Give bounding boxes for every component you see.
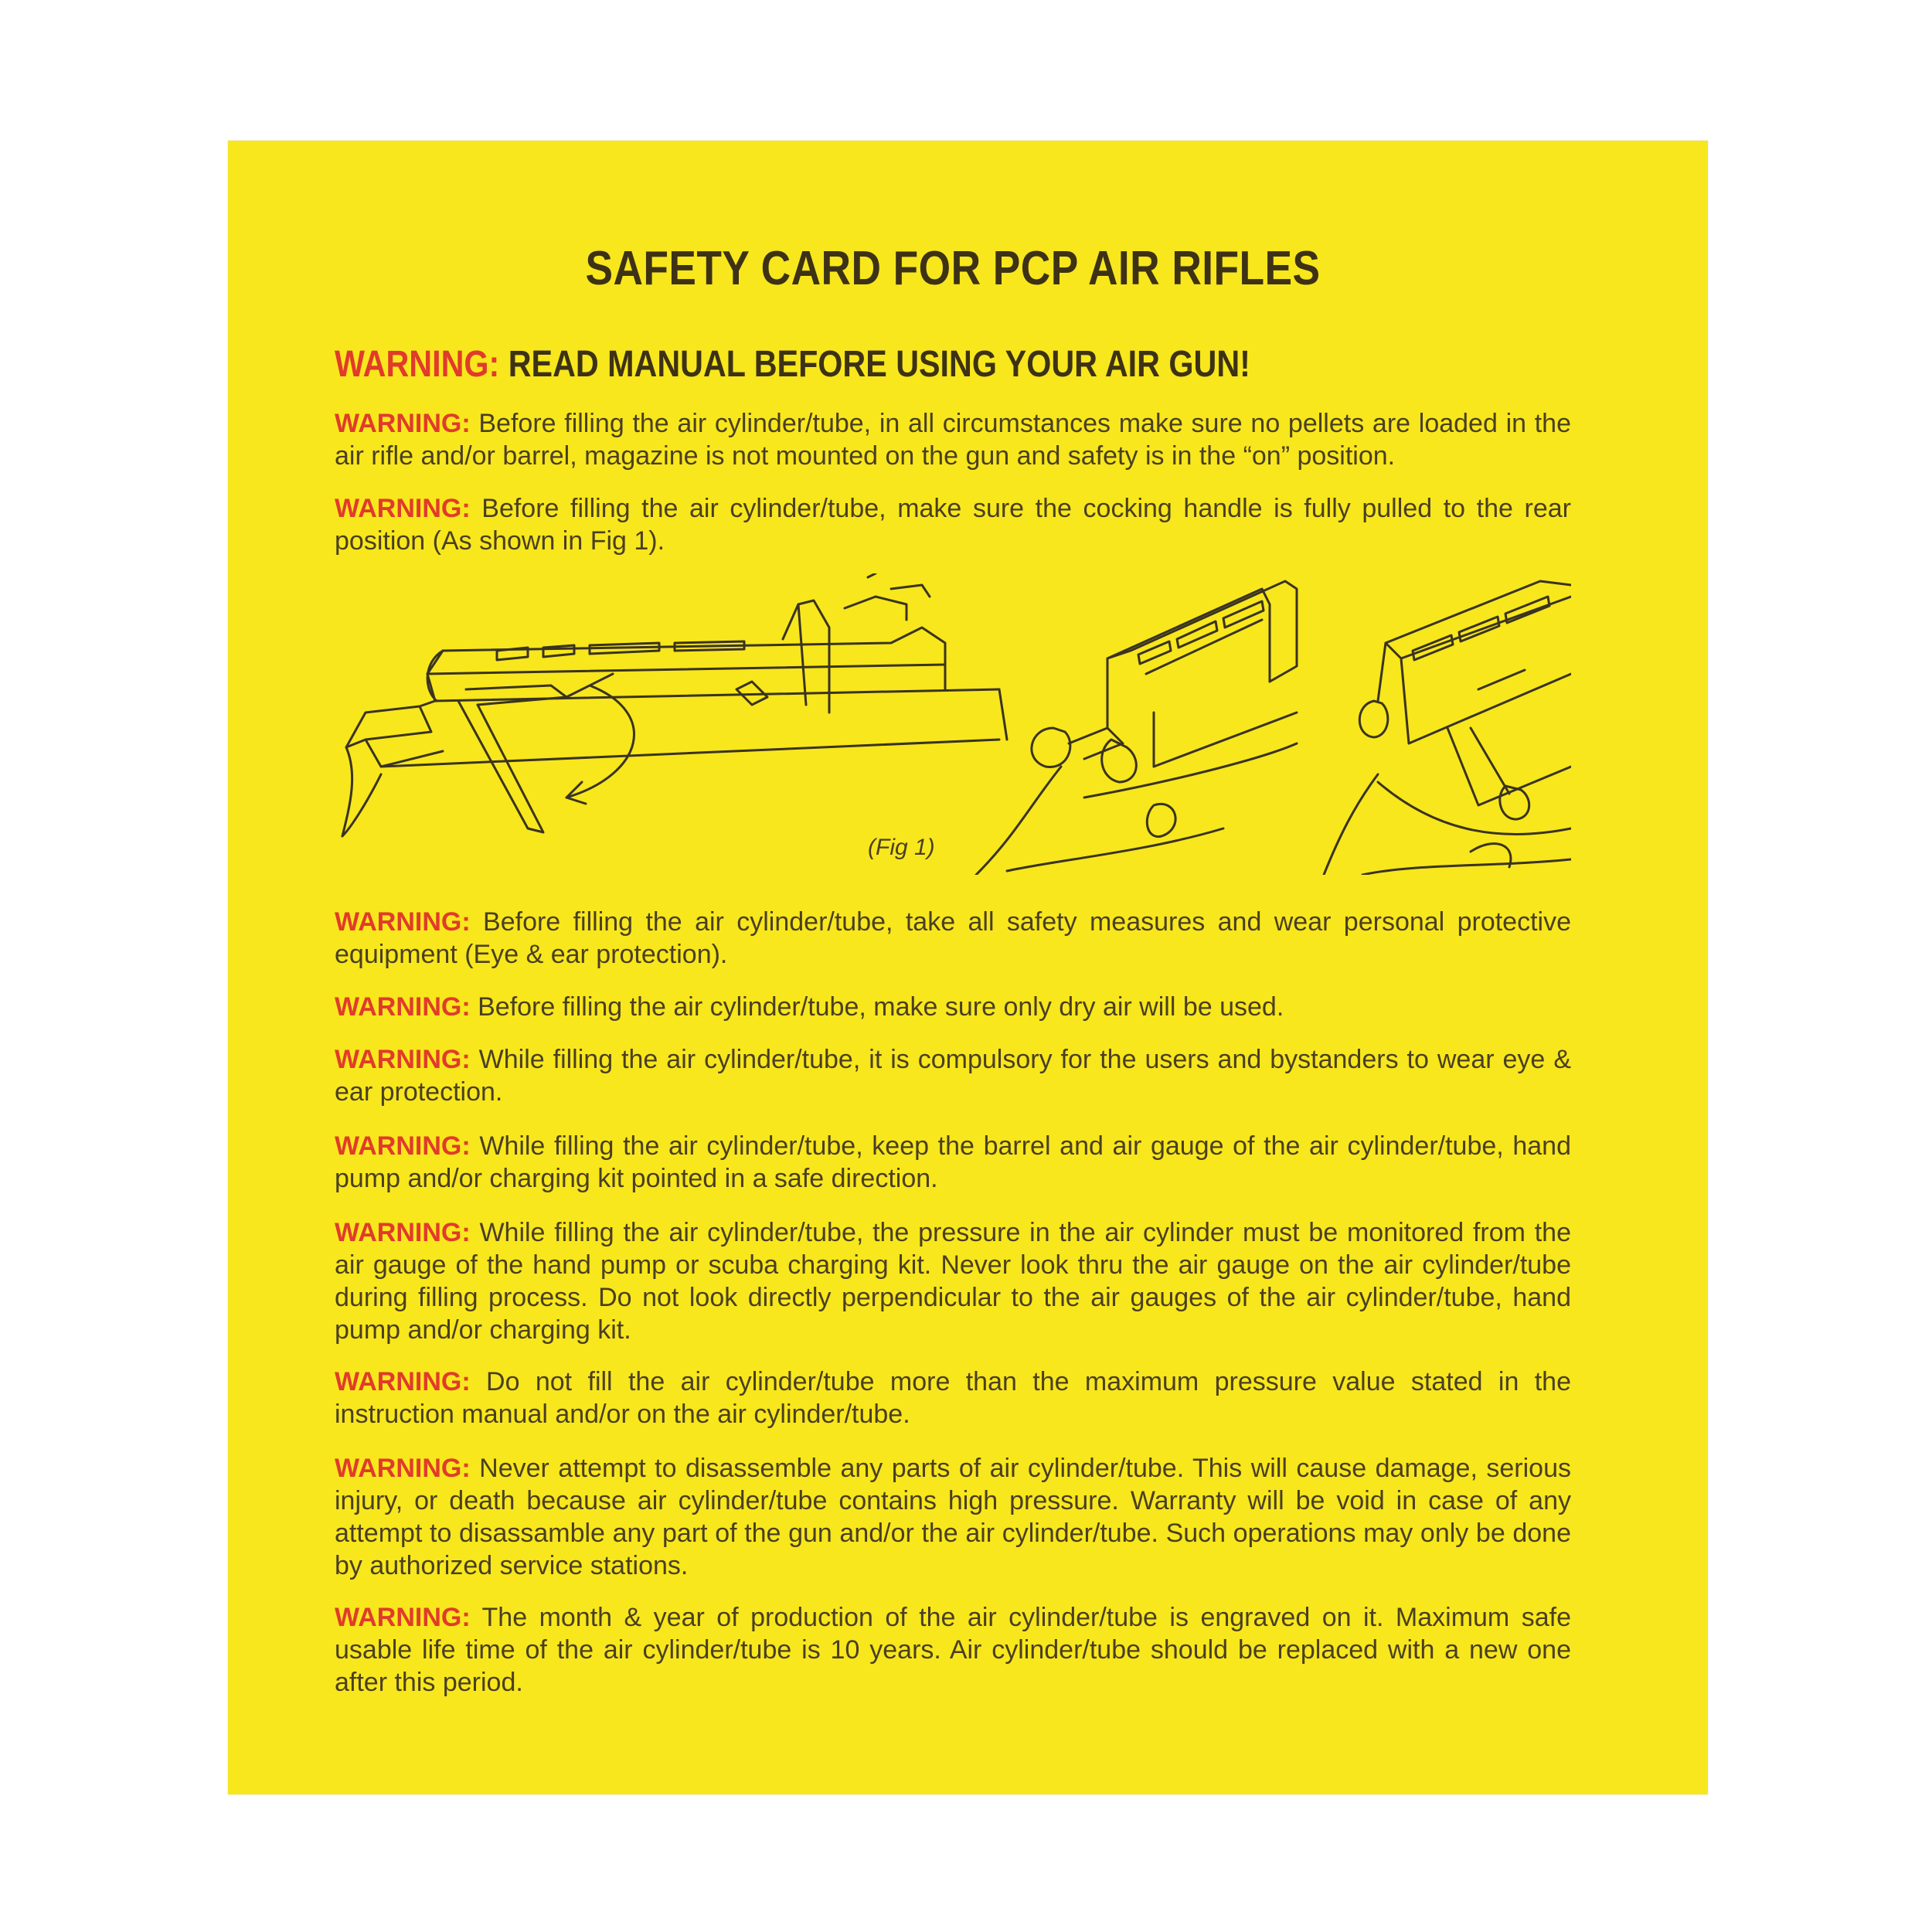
warning-text: Before filling the air cylinder/tube, make sure only dry air will be used. bbox=[478, 992, 1284, 1022]
warning-label: WARNING: bbox=[335, 1367, 471, 1396]
warning-label: WARNING: bbox=[335, 1218, 471, 1247]
warning-paragraph-7 bbox=[335, 1216, 1571, 1346]
warning-label: WARNING: bbox=[335, 1603, 471, 1632]
warning-paragraph-6 bbox=[335, 1130, 1571, 1195]
cocking-handle-figure bbox=[335, 573, 1571, 875]
warning-text: While filling the air cylinder/tube, the pressure in the air cylinder must be monitored from the air gauge of the hand pump or scuba charging kit. Never look thru the air gauge on the air cylinder/tube during filling process. Do not look directly perpendicular to the air gauges of the air cylinder/tube, hand pump and/or charging kit. bbox=[335, 1218, 1571, 1345]
rifle-breech-diagram-icon bbox=[342, 573, 1007, 836]
warning-paragraph-8 bbox=[335, 1366, 1571, 1430]
figure-caption: (Fig 1) bbox=[868, 835, 935, 860]
warning-text: Do not fill the air cylinder/tube more than the maximum pressure value stated in the instruction manual and/or on the air cylinder/tube. bbox=[335, 1367, 1571, 1429]
warning-paragraph-9 bbox=[335, 1452, 1571, 1582]
card-title: SAFETY CARD FOR PCP AIR RIFLES bbox=[585, 242, 1321, 295]
headline-warning bbox=[335, 343, 1398, 386]
rifle-side-view-icon bbox=[976, 581, 1297, 875]
headline-warning-text: READ MANUAL BEFORE USING YOUR AIR GUN! bbox=[508, 344, 1250, 385]
warning-label: WARNING: bbox=[335, 1454, 471, 1483]
warning-text: Before filling the air cylinder/tube, make sure the cocking handle is fully pulled to the rear position (As shown in Fig 1). bbox=[335, 494, 1571, 556]
warning-label: WARNING: bbox=[335, 1045, 471, 1074]
warning-paragraph-4 bbox=[335, 991, 1571, 1023]
warning-text: Never attempt to disassemble any parts of air cylinder/tube. This will cause damage, serious injury, or death because air cylinder/tube contains high pressure. Warranty will be void in case of any attempt to disassamble any part of the gun and/or the air cylinder/tube. Such operations may only be done by authorized service stations. bbox=[335, 1454, 1571, 1580]
warning-label: WARNING: bbox=[335, 907, 471, 937]
warning-text: Before filling the air cylinder/tube, in all circumstances make sure no pellets are loaded in the air rifle and/or barrel, magazine is not mounted on the gun and safety is in the “on” position. bbox=[335, 409, 1572, 471]
headline-warning-label: WARNING: bbox=[335, 344, 500, 385]
warning-text: Before filling the air cylinder/tube, take all safety measures and wear personal protective equipment (Eye & ear protection). bbox=[335, 907, 1572, 969]
warning-text: While filling the air cylinder/tube, it is compulsory for the users and bystanders to wear eye & ear protection. bbox=[335, 1045, 1571, 1107]
warning-label: WARNING: bbox=[335, 409, 471, 438]
warning-paragraph-10 bbox=[335, 1601, 1571, 1699]
warning-label: WARNING: bbox=[335, 1131, 471, 1161]
warning-paragraph-3 bbox=[335, 906, 1571, 971]
warning-text: While filling the air cylinder/tube, keep the barrel and air gauge of the air cylinder/tube, hand pump and/or charging kit pointed in a safe direction. bbox=[335, 1131, 1571, 1193]
rifle-angled-view-icon bbox=[1324, 581, 1571, 875]
warning-paragraph-2 bbox=[335, 492, 1571, 557]
warning-paragraph-1 bbox=[335, 407, 1571, 472]
warning-label: WARNING: bbox=[335, 494, 471, 523]
warning-paragraph-5 bbox=[335, 1043, 1571, 1108]
safety-card bbox=[228, 141, 1708, 1794]
warning-label: WARNING: bbox=[335, 992, 471, 1022]
warning-text: The month & year of production of the air cylinder/tube is engraved on it. Maximum safe usable life time of the air cylinder/tube is 10 years. Air cylinder/tube should be replaced with a new one after this period. bbox=[335, 1603, 1571, 1697]
